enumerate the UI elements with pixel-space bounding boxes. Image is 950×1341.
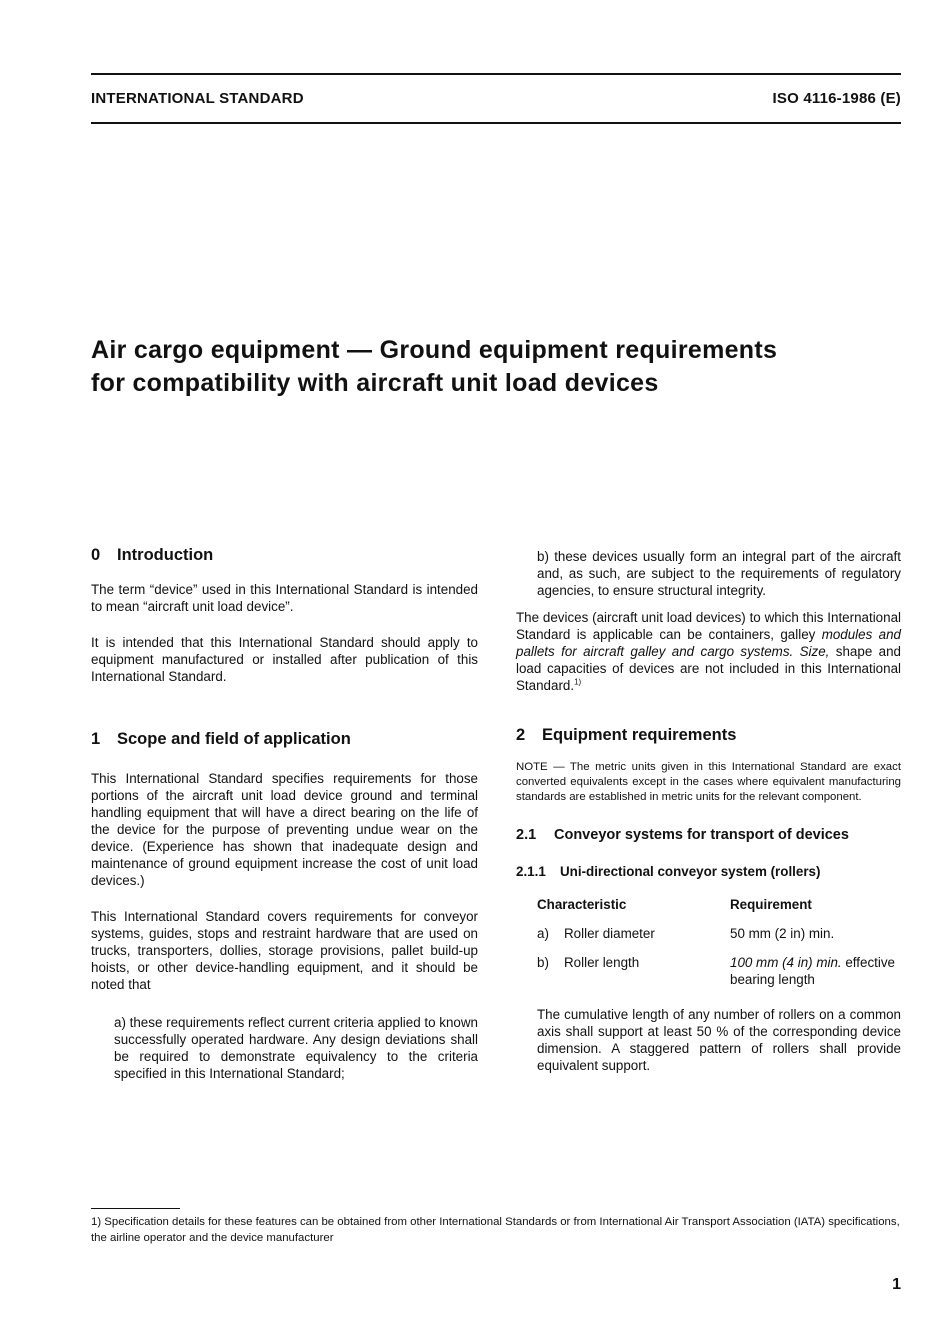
devices-text-b: shape and load capacities of devices are not included in this International Standard. (516, 644, 901, 693)
requirement-italic: 100 mm (4 in) min. (730, 955, 842, 970)
title-line-1: Air cargo equipment — Ground equipment requirements (91, 336, 778, 364)
table-row-requirement: 50 mm (2 in) min. (730, 926, 835, 941)
table-row-label: b) (537, 955, 549, 970)
list-item-a: a) these requirements reflect current criteria applied to known successfully operated hardware. Any design deviations shall be required to demonstrate equivalency to the criteria specified in this International Standard; (114, 1015, 478, 1081)
requirement-text: effective bearing length (730, 955, 895, 987)
section-number: 1 (91, 730, 101, 748)
devices-text-a: The devices (aircraft unit load devices) to which this International Standard is applicable can be containers, galley (516, 610, 901, 642)
header-right: ISO 4116-1986 (E) (772, 90, 901, 107)
table-row-requirement (730, 954, 895, 988)
section-number: 0 (91, 546, 101, 564)
section-2-1-heading (516, 827, 901, 843)
section-1-heading (91, 730, 478, 749)
intro-paragraph-2: It is intended that this International Standard should apply to equipment manufactured or installed after publication of this International Standard. (91, 635, 478, 684)
table-row-characteristic: Roller diameter (564, 926, 655, 941)
section-0-heading (91, 546, 478, 565)
page-number: 1 (892, 1276, 901, 1293)
footnote-reference: 1) (574, 677, 582, 687)
list-item-b: b) these devices usually form an integral part of the aircraft and, as such, are subject to the requirements of regulatory agencies, to ensure structural integrity. (537, 549, 901, 598)
right-column (516, 548, 901, 1074)
section-title: Scope and field of application (117, 730, 351, 748)
header-bottom-rule (91, 122, 901, 124)
metric-units-note: NOTE — The metric units given in this International Standard are exact converted equivalents except in the cases where equivalent manufacturing standards are established in metric units for the relevant component. (516, 761, 901, 803)
footnote-separator (91, 1208, 180, 1209)
scope-paragraph-2: This International Standard covers requirements for conveyor systems, guides, stops and restraint hardware that are used on trucks, transporters, dollies, storage provisions, pallet build-up hoists, or other device-handling equipment, and it should be noted that (91, 909, 478, 992)
section-number: 2 (516, 726, 526, 744)
cumulative-length-paragraph: The cumulative length of any number of rollers on a common axis shall support at least 50 % of the corresponding device dimension. A staggered pattern of rollers shall provide equivalent support. (537, 1007, 901, 1073)
section-number: 2.1.1 (516, 864, 546, 879)
section-title: Uni-directional conveyor system (rollers) (560, 864, 821, 879)
scope-paragraph-1: This International Standard specifies requirements for those portions of the aircraft unit load device ground and terminal handling equipment that will have a direct bearing on the life of the device for the purpose of preventing undue wear on the device. (Experience has shown that inadequate design and maintenance of ground equipment increase the cost of unit load devices.) (91, 771, 478, 888)
roller-requirements-table (537, 896, 901, 994)
header-left: INTERNATIONAL STANDARD (91, 90, 304, 107)
section-number: 2.1 (516, 827, 537, 843)
section-title: Conveyor systems for transport of devices (554, 827, 849, 843)
document-title (91, 334, 911, 400)
table-row-characteristic: Roller length (564, 955, 640, 970)
left-column (91, 546, 478, 1082)
table-header-requirement: Requirement (730, 897, 812, 912)
table-header-characteristic: Characteristic (537, 897, 627, 912)
section-2-heading (516, 726, 901, 745)
section-2-1-1-heading (516, 864, 901, 879)
devices-text-italic: modules and pallets for aircraft galley and cargo systems. Size, (516, 627, 901, 659)
devices-paragraph (516, 609, 901, 694)
section-title: Equipment requirements (542, 726, 737, 744)
footnote-text: 1) Specification details for these features can be obtained from other International Standards or from International Air Transport Association (IATA) specifications, the airline operator and the device manufacturer (91, 1216, 900, 1244)
header-top-rule (91, 73, 901, 75)
title-line-2: for compatibility with aircraft unit load devices (91, 369, 659, 397)
section-title: Introduction (117, 546, 214, 564)
intro-paragraph-1: The term “device” used in this International Standard is intended to mean “aircraft unit load device”. (91, 582, 478, 614)
table-row-label: a) (537, 926, 549, 941)
